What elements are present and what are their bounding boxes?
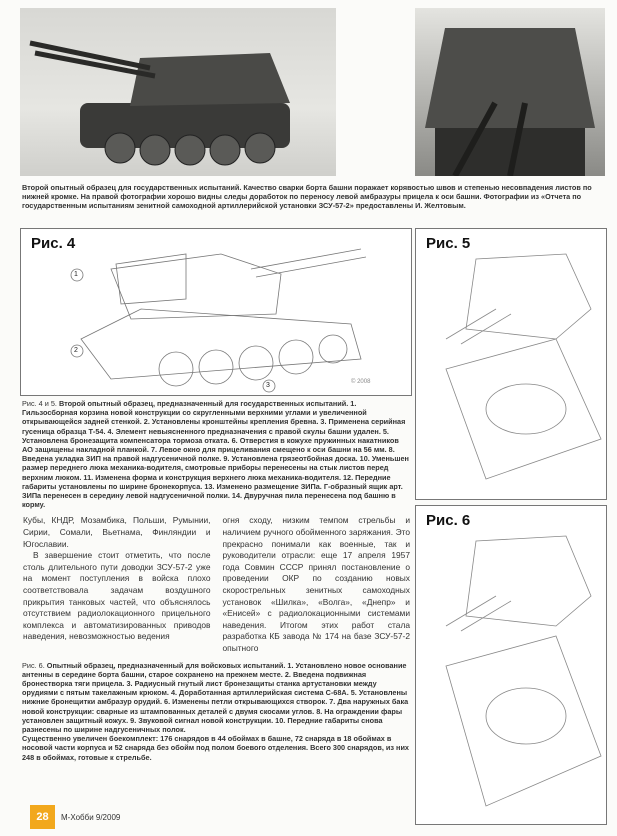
figure-6 xyxy=(415,505,607,825)
caption-lead: Рис. 6. xyxy=(22,660,45,670)
figure-4 xyxy=(20,228,412,396)
callout-2: 2 xyxy=(74,347,78,354)
figure-5 xyxy=(415,228,607,500)
ammo-note: Существенно увеличен боекомплект: 176 снарядов в 44 обоймах в башне, 72 снаряда в 18 обоймах в носовой части корпуса и 52 снаряда без обойм под полом боевого отделения. Всего 300 снарядов, из них 248 в обоймах, готовые к стрельбе. xyxy=(22,734,409,762)
left-column-flow xyxy=(20,399,410,829)
figure-5-title: Рис. 5 xyxy=(426,235,471,252)
paragraph: В завершение стоит отметить, что после столь длительного пути доводки ЗСУ-57-2 уже на момент поступления в войска плохо соответствовала задачам воздушного прикрытия танковых частей, что объяснялось отсутствием радиолокационного прицельного комплекса и автоматизированных приводов наведения, невозможностью ведения xyxy=(23,550,211,642)
figure-6-title: Рис. 6 xyxy=(426,512,471,529)
turret-photo-illustration xyxy=(415,8,605,176)
figure-4-5-caption xyxy=(20,399,410,509)
caption-text: Второй опытный образец, предназначенный для государственных испытаний. 1. Гильзосборная корзина новой конструкции со скругленными верхними углами и увеличенной открывающейся задней стенкой. 2. Установлены кронштейны крепления бревна. 3. Применена серийная гусеница образца Т-54. 4. Элемент невыясненного предназначения с правой скулы башни удален. 5. Установлена бронезащита компенсатора тормоза отката. 6. Отверстия в кожухе пружинных накатников АО защищены накладной планкой. 7. Левое окно для прицеливания смещено к оси башни на 56 мм. 8. Введена укладка ЗИП на правой надгусеничной полке. 9. Установлена грязеотбойная доска. 10. Уменьшен размер переднего люка механика-водителя, смотровые приборы перенесены на стык листов перед верхним люком. 11. Изменена форма и конструкция верхнего люка механика-водителя. 12. Передние габариты установлены по ширине бронекорпуса. 13. Изменено размещение ЗИПа. Г-образный ящик арт. ЗИПа перенесен в середину левой надгусеничной полки. 14. Двуручная пила перенесена под башню в корму. xyxy=(22,399,409,510)
photo-turret-front xyxy=(415,8,605,176)
photo-tank-side xyxy=(20,8,336,176)
callout-markers xyxy=(71,269,275,392)
article-column-2 xyxy=(223,515,411,654)
artist-signature: © 2008 xyxy=(351,379,371,385)
magazine-issue: М-Хобби 9/2009 xyxy=(61,812,121,822)
callout-1: 1 xyxy=(74,271,78,278)
caption-text: Опытный образец, предназначенный для войсковых испытаний. 1. Установлено новое основание антенны в середине борта башни, старое сохранено на прежнем месте. 2. Введена подвижная бронестворка тяги прицела. 3. Радиусный гнутый лист бронезащиты станка артустановки между орудиями с пятым такелажным крюком. 4. Доработанная артиллерийская система С-68А. 5. Установлены нижние бронещитки амбразур орудий. 6. Изменены петли открывающихся створок. 7. Два наружных бака новой конструкции: сварные из штампованных деталей с двумя скосами углов. 8. На ограждении фары установлен защитный кожух. 9. Звуковой сигнал новой конструкции. 10. Передние габариты снова разнесены по ширине надгусеничных полок. xyxy=(22,660,409,734)
article-column-1 xyxy=(23,515,211,654)
tank-photo-illustration xyxy=(20,8,336,176)
caption-lead: Рис. 4 и 5. xyxy=(22,399,57,408)
tank-top-drawings xyxy=(416,506,606,824)
figure-4-title: Рис. 4 xyxy=(31,235,76,252)
page-number: 28 xyxy=(30,805,55,829)
paragraph: огня сходу, низким темпом стрельбы и наличием ручного обойменного заряжания. Это прекрасно понимали как военные, так и руководители отрасли: еще 17 апреля 1957 года Совмин СССР принял постановление о проведении ОКР по созданию новых скорострельных зенитных самоходных установок «Шилка», «Волга», «Днепр» и «Енисей» с радиолокационными системами наведения. Итогом этих работ стала разработка КБ завода № 174 на базе ЗСУ-57-2 опытного xyxy=(222,515,410,653)
photo-caption: Второй опытный образец для государственных испытаний. Качество сварки борта башни поражает корявостью швов и степенью несовпадения листов по нижней кромке. На правой фотографии хорошо видны следы доработок по переносу левой амбразуры прицела к оси башни. Фотографии из «Отчета по государственным испытаниям зенитной самоходной артиллерийской установки ЗСУ-57-2» предоставлены И. Желтовым. xyxy=(22,183,592,211)
tank-line-drawing xyxy=(21,229,411,395)
paragraph: Кубы, КНДР, Мозамбика, Польши, Румынии, Сирии, Сомали, Вьетнама, Финляндии и Югославии. xyxy=(23,515,211,549)
tank-top-drawings xyxy=(416,229,606,499)
article-body xyxy=(23,515,410,654)
figure-6-caption xyxy=(20,661,410,762)
callout-3: 3 xyxy=(266,382,270,389)
page-footer xyxy=(20,797,410,829)
